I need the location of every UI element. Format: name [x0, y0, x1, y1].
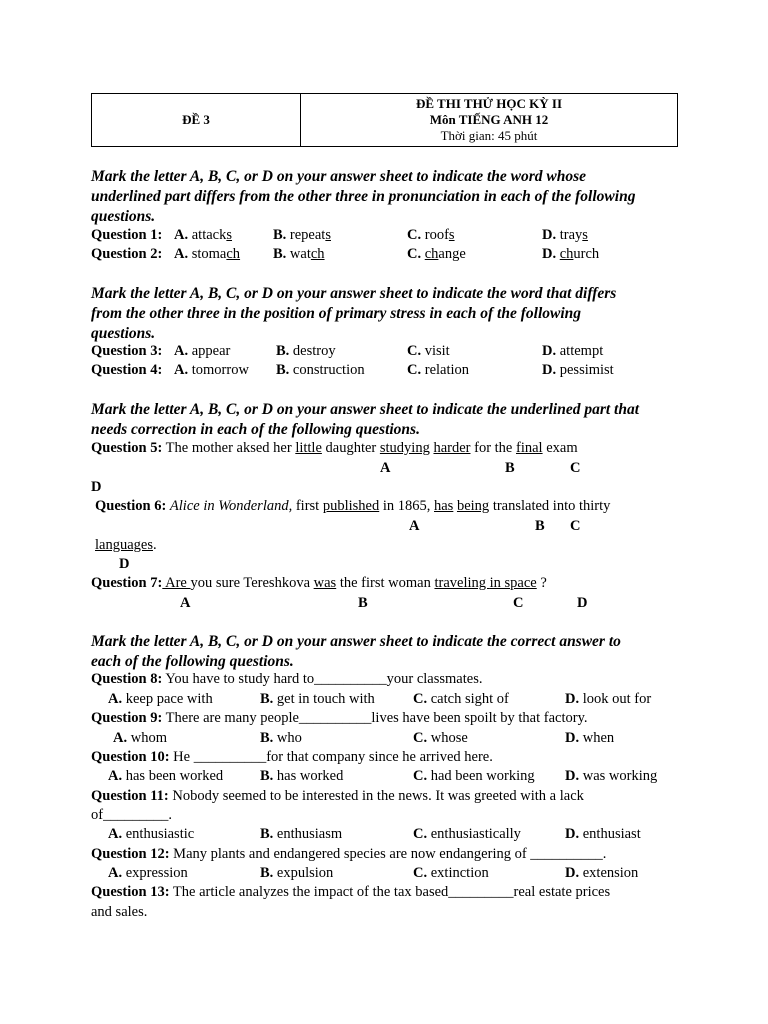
question-10-options: A. has been worked B. has worked C. had been working D. was working	[108, 768, 658, 784]
question-11: Question 11: Nobody seemed to be interested in the news. It was greeted with a lack	[91, 788, 584, 804]
q5-mark-d: D	[91, 479, 102, 495]
question-5: Question 5: The mother aksed her little daughter studying harder for the final exam	[91, 440, 578, 456]
section-1-instruction: Mark the letter A, B, C, or D on your answer sheet to indicate the word whose underlined part differs from the other three in pronunciation in each of the following questions.	[91, 168, 636, 225]
q5-mark-b: B	[505, 460, 515, 476]
exam-time: Thời gian: 45 phút	[440, 128, 538, 143]
exam-title: ĐỀ THI THỬ HỌC KỲ II	[415, 96, 563, 111]
question-9-options: A. whom B. who C. whose D. when	[113, 730, 615, 746]
question-6-cont: languages.	[95, 537, 157, 553]
question-10: Question 10: He __________for that company since he arrived here.	[91, 749, 493, 765]
exam-title-block	[301, 96, 677, 144]
q7-mark-b: B	[358, 595, 368, 611]
q7-mark-c: C	[513, 595, 524, 611]
section-2-instruction: Mark the letter A, B, C, or D on your answer sheet to indicate the word that differs from the other three in the position of primary stress in each of the following questions.	[91, 285, 617, 342]
exam-header	[91, 93, 678, 147]
question-12: Question 12: Many plants and endangered species are now endangering of __________.	[91, 846, 607, 862]
question-6: Question 6: Alice in Wonderland, first published in 1865, has being translated into thirty	[95, 498, 611, 514]
q6-mark-b: B	[535, 518, 545, 534]
question-4: Question 4: A. tomorrow B. construction C. relation D. pessimist	[91, 362, 614, 378]
q5-mark-c: C	[570, 460, 581, 476]
exam-code: ĐỀ 3	[182, 112, 210, 127]
question-7: Question 7: Are you sure Tereshkova was the first woman traveling in space ?	[91, 575, 547, 591]
q6-mark-c: C	[570, 518, 581, 534]
question-label: Question 1:	[91, 227, 163, 243]
exam-subject: Môn TIẾNG ANH 12	[429, 112, 549, 127]
question-11-options: A. enthusiastic B. enthusiasm C. enthusiastically D. enthusiast	[108, 826, 641, 842]
question-8-options: A. keep pace with B. get in touch with C. catch sight of D. look out for	[108, 691, 652, 707]
question-8: Question 8: You have to study hard to__________your classmates.	[91, 671, 483, 687]
question-1: Question 1: A. attacks B. repeats C. roofs D. trays	[91, 227, 588, 243]
q6-mark-d: D	[119, 556, 130, 572]
question-11-cont: of_________.	[91, 807, 172, 823]
q5-mark-a: A	[380, 460, 391, 476]
section-4-instruction: Mark the letter A, B, C, or D on your answer sheet to indicate the correct answer to each of the following questions.	[91, 633, 621, 670]
question-9: Question 9: There are many people__________lives have been spoilt by that factory.	[91, 710, 588, 726]
q7-mark-d: D	[577, 595, 588, 611]
question-13-cont: and sales.	[91, 904, 148, 920]
question-12-options: A. expression B. expulsion C. extinction D. extension	[108, 865, 639, 881]
q7-mark-a: A	[180, 595, 191, 611]
section-3-instruction: Mark the letter A, B, C, or D on your answer sheet to indicate the underlined part that needs correction in each of the following questions.	[91, 401, 640, 438]
question-2: Question 2: A. stomach B. watch C. change D. church	[91, 246, 600, 262]
q6-mark-a: A	[409, 518, 420, 534]
question-3: Question 3: A. appear B. destroy C. visit D. attempt	[91, 343, 604, 359]
question-13: Question 13: The article analyzes the impact of the tax based_________real estate prices	[91, 884, 611, 900]
